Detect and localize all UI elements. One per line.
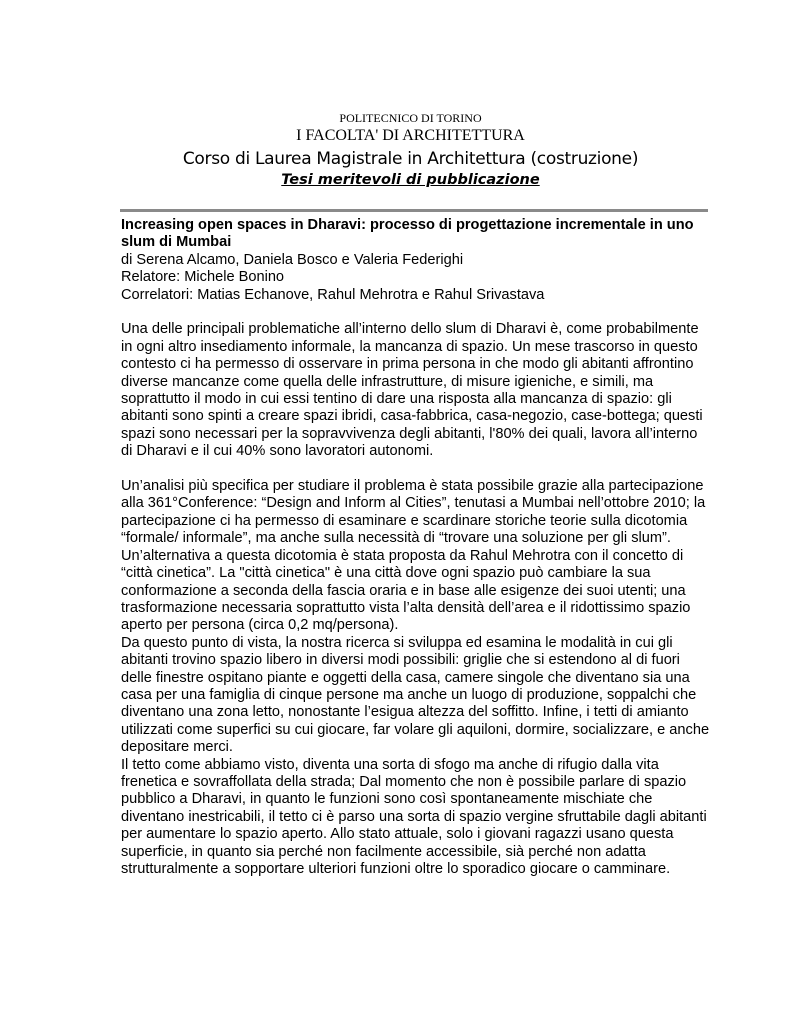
- thesis-cosupervisors: Correlatori: Matias Echanove, Rahul Mehrotra e Rahul Srivastava: [121, 286, 545, 303]
- document-header: [0, 110, 791, 190]
- thesis-title: Increasing open spaces in Dharavi: processo di progettazione incrementale in uno slum di Mumbai: [121, 217, 694, 251]
- paragraph-3: Un’alternativa a questa dicotomia è stata proposta da Rahul Mehrotra con il concetto di “città cinetica”. La "città cinetica" è una città dove ogni spazio può cambiare la sua conformazione a seconda della fascia oraria e in base alle esigenze dei suoi utenti; una trasformazione necessaria soprattutto vista l’alta densità dell’area e il ridottissimo spazio aperto per persona (circa 0,2 mq/persona).: [121, 547, 691, 634]
- spacer: [121, 461, 711, 478]
- spacer: [121, 304, 711, 321]
- thesis-abstract: [121, 217, 711, 878]
- thesis-authors: di Serena Alcamo, Daniela Bosco e Valeria Federighi: [121, 251, 464, 268]
- thesis-supervisor: Relatore: Michele Bonino: [121, 269, 285, 286]
- divider-rule: [120, 209, 708, 212]
- paragraph-5: Il tetto come abbiamo visto, diventa una sorta di sfogo ma anche di rifugio dalla vita frenetica e sovraffollata della strada; Dal momento che non è possibile parlare di spazio pubblico a Dharavi, in quanto le funzioni sono così spontaneamente mischiate che diventano inestricabili, il tetto ci è parso una sorta di spazio vergine sfruttabile dagli abitanti per aumentare lo spazio aperto. Allo stato attuale, solo i giovani ragazzi usano questa superficie, in quanto sia perché non facilmente accessibile, sià perché non adatta strutturalmente a sopportare ulteriori funzioni oltre lo sporadico giocare o camminare.: [121, 756, 707, 877]
- section-heading: Tesi meritevoli di pubblicazione: [281, 172, 540, 188]
- paragraph-2: Un’analisi più specifica per studiare il problema è stata possibile grazie alla partecipazione alla 361°Conference: “Design and Inform al Cities”, tenutasi a Mumbai nell’ottobre 2010; la partecipazione ci ha permesso di esaminare e scardinare storiche teorie sulla dicotomia “formale/ informale”, ma anche sulla necessità di “trovare una soluzione per gli slum”.: [121, 478, 706, 547]
- faculty-name: I FACOLTA' DI ARCHITETTURA: [296, 127, 525, 144]
- course-title: Corso di Laurea Magistrale in Architettura (costruzione): [182, 149, 639, 169]
- paragraph-1: Una delle principali problematiche all’interno dello slum di Dharavi è, come probabilmente in ogni altro insediamento informale, la mancanza di spazio. Un mese trascorso in questo contesto ci ha permesso di osservare in prima persona in che modo gli abitanti affrontino diverse mancanze come quella delle infrastrutture, di misure igieniche, e simili, ma soprattutto il modo in cui essi tentino di dare una risposta alla mancanza di spazio: gli abitanti sono spinti a creare spazi ibridi, casa-fabbrica, casa-negozio, case-bottega; questi spazi sono necessari per la sopravvivenza degli abitanti, l'80% dei quali, lavora all’interno di Dharavi e il cui 40% sono lavoratori autonomi.: [121, 321, 703, 460]
- paragraph-4: Da questo punto di vista, la nostra ricerca si sviluppa ed esamina le modalità in cui gli abitanti trovino spazio libero in diversi modi possibili: griglie che si estendono al di fuori delle finestre ospitano piante e oggetti della casa, camere singole che diventano sia una casa per una famiglia di cinque persone ma anche un luogo di produzione, soppalchi che diventano una zona letto, nonostante l’esigua altezza del soffitto. Infine, i tetti di amianto utilizzati come superfici su cui giocare, far volare gli aquiloni, dormire, socializzare, e anche depositare merci.: [121, 634, 710, 756]
- institution-name: POLITECNICO DI TORINO: [339, 111, 482, 125]
